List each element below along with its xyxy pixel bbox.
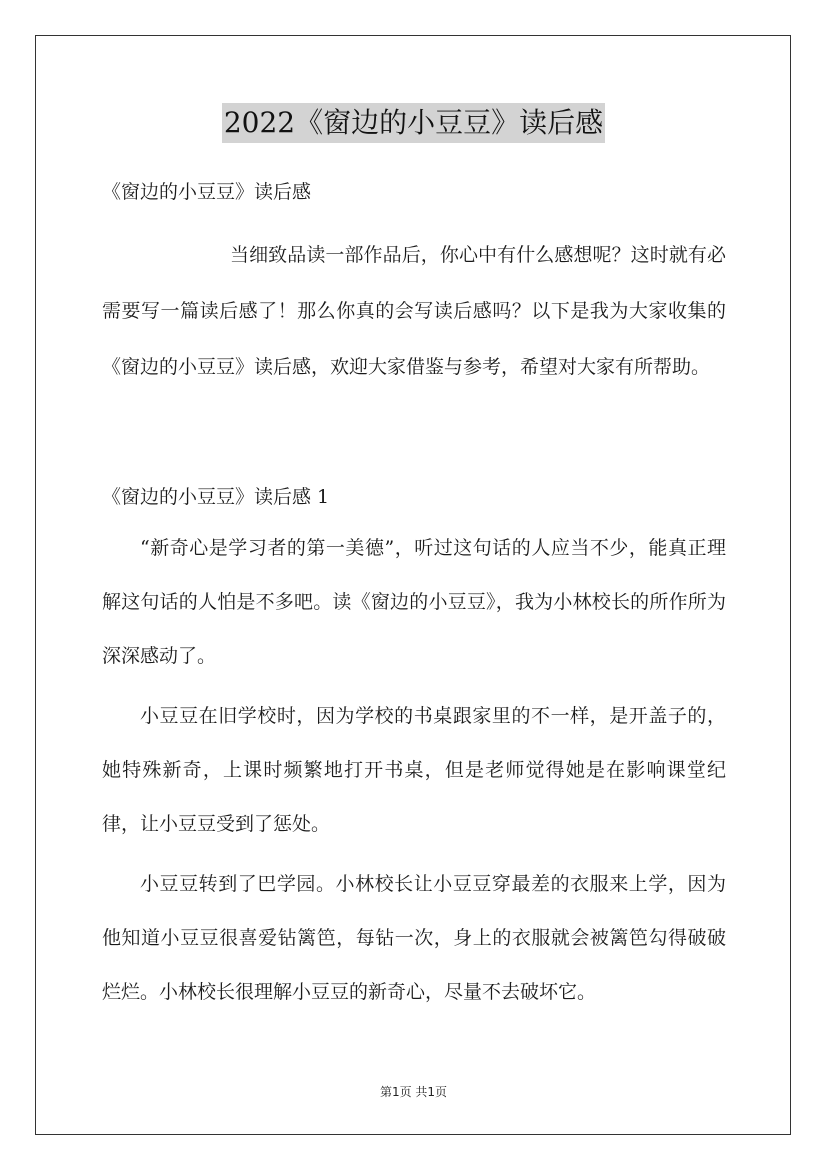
page-footer: 第1页 共1页 (379, 1085, 448, 1099)
document-body (102, 174, 726, 1019)
intro-paragraph: 当细致品读一部作品后，你心中有什么感想呢？这时就有必需要写一篇读后感了！那么你真的会写读后感吗？以下是我为大家收集的《窗边的小豆豆》读后感，欢迎大家借鉴与参考，希望对大家有所帮助。 (102, 244, 726, 378)
body-paragraph: 小豆豆在旧学校时，因为学校的书桌跟家里的不一样，是开盖子的，她特殊新奇，上课时频繁地打开书桌，但是老师觉得她是在影响课堂纪律，让小豆豆受到了惩处。 (102, 705, 726, 835)
body-paragraph: 小豆豆转到了巴学园。小林校长让小豆豆穿最差的衣服来上学，因为他知道小豆豆很喜爱钻篱笆，每钻一次，身上的衣服就会被篱笆勾得破破烂烂。小林校长很理解小豆豆的新奇心，尽量不去破坏它。 (102, 873, 726, 1003)
section-heading: 《窗边的小豆豆》读后感 1 (102, 486, 330, 508)
document-subtitle: 《窗边的小豆豆》读后感 (102, 181, 312, 203)
title-container (0, 103, 827, 143)
document-title: 2022《窗边的小豆豆》读后感 (222, 103, 605, 143)
body-paragraph: “新奇心是学习者的第一美德”，听过这句话的人应当不少，能真正理解这句话的人怕是不多吧。读《窗边的小豆豆》，我为小林校长的所作所为深深感动了。 (102, 537, 726, 667)
